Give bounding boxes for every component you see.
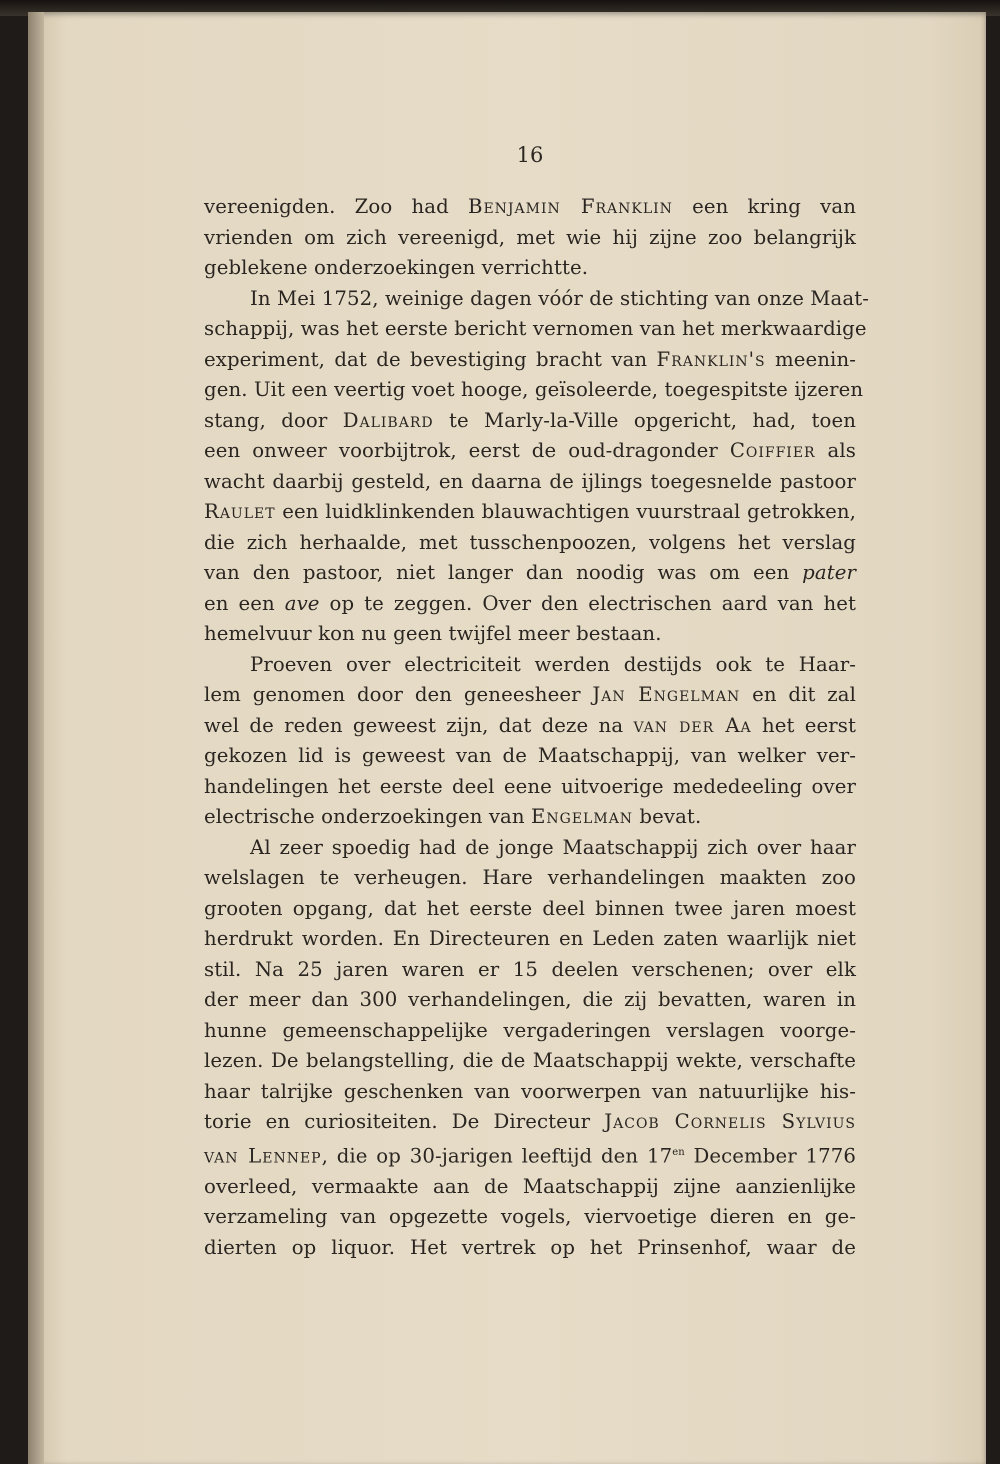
text-segment: vereenigden. Zoo had [204, 195, 468, 218]
text-segment: meenin- [765, 347, 856, 371]
text-line [204, 833, 856, 864]
text-segment: experiment, dat de bevestiging bracht van [204, 347, 657, 371]
text-line [204, 711, 856, 742]
text-segment: handelingen het eerste deel eene uitvoerige mededeeling over [204, 774, 856, 798]
text-line [204, 894, 856, 925]
small-caps-name: Benjamin Franklin [467, 195, 673, 218]
text-segment: grooten opgang, dat het eerste deel binnen twee jaren moest [204, 896, 856, 920]
text-line [204, 497, 856, 528]
text-line [204, 863, 856, 894]
text-line [204, 436, 856, 467]
text-segment: Al zeer spoedig had de jonge Maatschappij zich over haar [250, 835, 856, 859]
text-segment: het eerst [751, 713, 856, 737]
text-line [204, 650, 856, 681]
text-line [204, 284, 869, 315]
small-caps-name: Engelman [531, 805, 634, 828]
text-segment: als [815, 439, 856, 462]
text-segment: der meer dan 300 verhandelingen, die zij bevatten, waren in [204, 988, 856, 1011]
text-segment: December 1776 [684, 1144, 856, 1168]
text-segment: wacht daarbij gesteld, en daarna de ijlings toegesnelde pastoor [204, 469, 856, 493]
text-segment: In Mei 1752, weinige dagen vóór de stichting van onze Maat- [250, 286, 869, 310]
text-segment: wel de reden geweest zijn, dat deze na [204, 713, 634, 737]
text-line [204, 589, 856, 620]
text-segment: electrische onderzoekingen van [204, 805, 532, 828]
text-line [204, 1046, 856, 1077]
text-line [204, 253, 856, 284]
text-segment: overleed, vermaakte aan de Maatschappij zijne aanzienlijke [204, 1174, 856, 1198]
text-line [204, 741, 856, 772]
text-line [204, 375, 864, 406]
text-segment: die zich herhaalde, met tusschenpoozen, volgens het verslag [204, 530, 856, 554]
text-segment: vrienden om zich vereenigd, met wie hij zijne zoo belangrijk [204, 225, 856, 249]
small-caps-name: Jan Engelman [592, 683, 741, 706]
text-line [204, 314, 867, 345]
text-line [204, 406, 856, 437]
text-segment: gen. Uit een veertig voet hooge, geïsoleerde, toegespitste ijzeren [204, 378, 864, 401]
text-segment: Proeven over electriciteit werden destijds ook te Haar- [250, 652, 856, 676]
text-line [204, 1016, 856, 1047]
italic-word: ave [284, 591, 320, 615]
italic-word: pater [802, 561, 856, 584]
text-segment: stang, door [204, 408, 343, 432]
text-segment: herdrukt worden. En Directeuren en Leden zaten waarlijk niet [204, 927, 856, 950]
text-segment: te Marly-la-Ville opgericht, had, toen [433, 408, 856, 432]
small-caps-name: Coiffier [729, 439, 816, 462]
page-number: 16 [516, 143, 544, 167]
small-caps-name: Jacob Cornelis Sylvius [604, 1110, 856, 1133]
small-caps-name: Raulet [204, 500, 276, 523]
small-caps-name: Dalibard [342, 408, 434, 432]
binding-shadow [28, 12, 44, 1464]
text-line [204, 192, 856, 223]
text-line [204, 802, 856, 833]
text-line [204, 619, 856, 650]
text-line [204, 772, 856, 803]
text-segment: gekozen lid is geweest van de Maatschappij, van welker ver- [204, 744, 856, 767]
text-line [204, 1077, 856, 1108]
text-line [204, 558, 856, 589]
text-segment: op te zeggen. Over den electrischen aard van het [319, 591, 856, 615]
text-line [204, 467, 856, 498]
text-segment: geblekene onderzoekingen verrichtte. [204, 256, 589, 279]
text-segment: , die op 30-jarigen leeftijd den 17 [321, 1144, 673, 1168]
text-segment: en een [204, 591, 285, 615]
text-line [204, 955, 856, 986]
text-line [204, 223, 856, 254]
text-segment: een luidklinkenden blauwachtigen vuurstraal getrokken, [275, 500, 856, 523]
small-caps-name: van der Aa [633, 713, 752, 737]
text-line [204, 680, 856, 711]
text-line [204, 1202, 856, 1233]
text-line [204, 345, 856, 376]
text-segment: een kring van [672, 195, 856, 218]
text-segment: een onweer voorbijtrok, eerst de oud-dragonder [204, 439, 730, 462]
text-segment: hemelvuur kon nu geen twijfel meer bestaan. [204, 622, 662, 645]
text-line [204, 1172, 856, 1203]
text-line [204, 528, 856, 559]
text-segment: schappij, was het eerste bericht vernomen van het merkwaardige [204, 317, 867, 340]
text-segment: hunne gemeenschappelijke vergaderingen verslagen voorge- [204, 1018, 856, 1042]
text-line [204, 985, 856, 1016]
text-segment: haar talrijke geschenken van voorwerpen van natuurlijke his- [204, 1079, 856, 1103]
superscript: en [672, 1146, 685, 1158]
text-segment: dierten op liquor. Het vertrek op het Prinsenhof, waar de [204, 1235, 856, 1259]
text-segment: torie en curiositeiten. De Directeur [204, 1110, 605, 1133]
text-segment: welslagen te verheugen. Hare verhandelingen maakten zoo [204, 866, 856, 889]
text-segment: verzameling van opgezette vogels, viervoetige dieren en ge- [204, 1205, 856, 1229]
text-line [204, 1138, 856, 1172]
text-segment: bevat. [633, 805, 702, 828]
text-segment: van den pastoor, niet langer dan noodig was om een [204, 561, 803, 584]
small-caps-name: Franklin's [656, 347, 766, 371]
text-line [204, 924, 856, 955]
text-segment: lezen. De belangstelling, die de Maatschappij wekte, verschafte [204, 1049, 856, 1072]
text-segment: en dit zal [740, 683, 856, 706]
body-text [204, 192, 869, 1263]
text-segment: stil. Na 25 jaren waren er 15 deelen verschenen; over elk [204, 957, 856, 981]
text-line [204, 1107, 856, 1138]
text-segment: lem genomen door den geneesheer [204, 683, 593, 706]
small-caps-name: van Lennep [204, 1144, 322, 1168]
text-line [204, 1233, 856, 1264]
